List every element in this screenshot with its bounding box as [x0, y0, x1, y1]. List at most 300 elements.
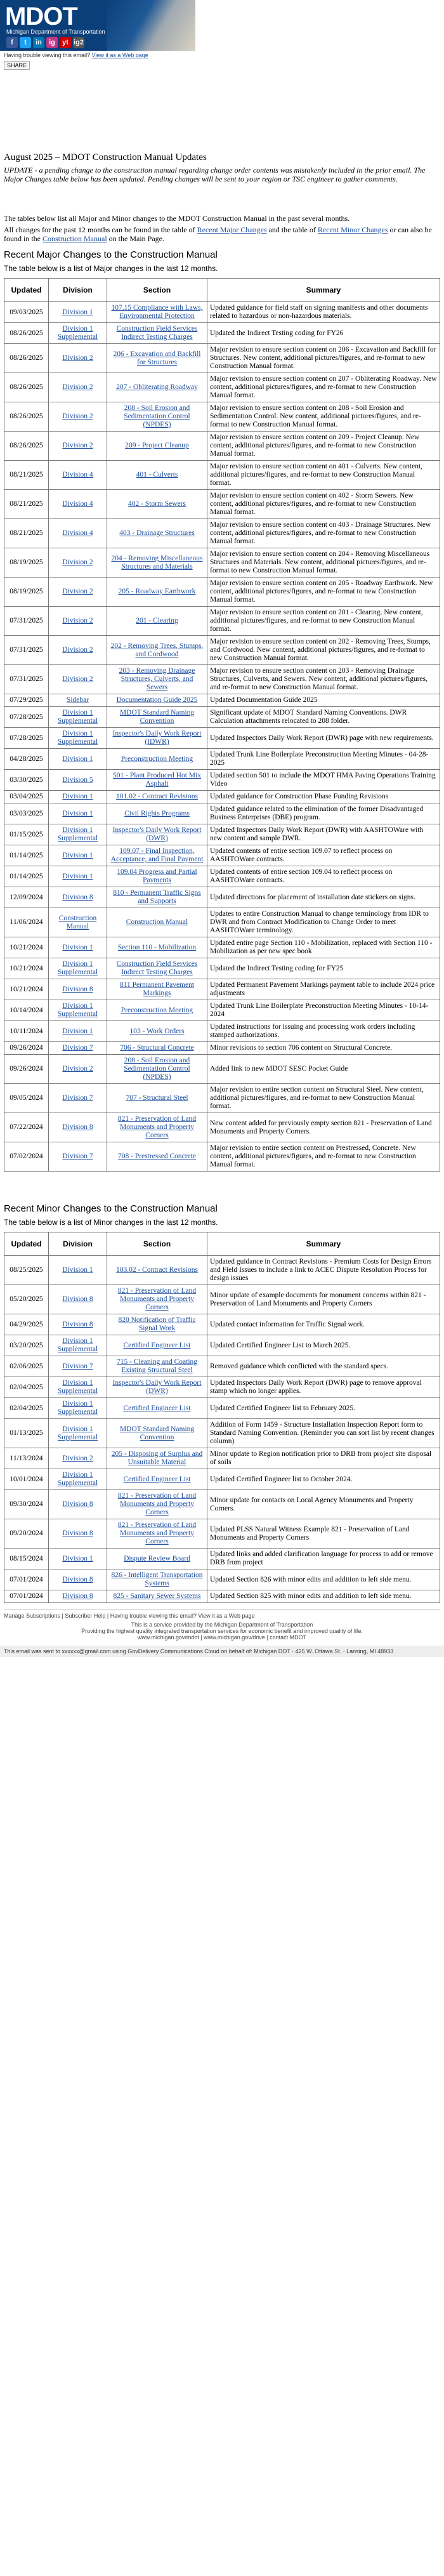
cell-summary-text: Updated contact information for Traffic Signal work. [210, 1320, 365, 1328]
cell-section [107, 728, 207, 749]
cell-updated-text: 08/26/2025 [10, 442, 43, 449]
table-row [4, 665, 440, 694]
cell-section-link[interactable]: Certified Engineer List [123, 1341, 191, 1349]
cell-updated [4, 1448, 49, 1469]
cell-division-link[interactable]: Division 2 [62, 1065, 93, 1073]
cell-division [49, 791, 107, 803]
cell-summary-text: Major revision to ensure section content on 201 - Clearing. New content, additional pictures/figures, and re-format to new Construction Manual format. [210, 609, 423, 633]
cell-division-link[interactable]: Division 1 Supplemental [57, 730, 98, 746]
cell-division [49, 1055, 107, 1084]
cell-division-link[interactable]: Division 2 [62, 617, 93, 624]
cell-summary-text: Major revision to entire section content on Structural Steel. New content, additional pictures/figures, and re-format to new Construction Manual format. [210, 1086, 424, 1110]
cell-section [107, 1256, 207, 1285]
cell-summary [207, 519, 440, 548]
cell-section-link[interactable]: 101.02 - Contract Revisions [115, 793, 199, 800]
cell-updated [4, 1000, 49, 1021]
cell-section-link[interactable]: 202 - Removing Trees, Stumps, and Cordwood [110, 642, 204, 658]
cell-section-link[interactable]: Preconstruction Meeting [121, 755, 193, 763]
banner-road-image [107, 0, 195, 51]
trouble-viewing: Having trouble viewing this email? View it as a Web page [4, 52, 148, 58]
cell-section [107, 1377, 207, 1398]
cell-division-link[interactable]: Division 1 Supplemental [57, 826, 98, 842]
cell-summary [207, 578, 440, 607]
table-row [4, 824, 440, 845]
cell-summary-text: Updated instructions for issuing and processing work orders including stamped authorizations. [210, 1023, 415, 1039]
cell-section-link[interactable]: 205 - Disposing of Surplus and Unsuitable Material [111, 1450, 203, 1466]
cell-updated [4, 578, 49, 607]
cell-updated-text: 12/09/2024 [10, 893, 43, 901]
table-row [4, 490, 440, 519]
cell-section [107, 1469, 207, 1490]
cell-summary [207, 824, 440, 845]
cell-updated-text: 08/26/2025 [10, 413, 43, 420]
cell-division-link[interactable]: Division 2 [62, 558, 93, 566]
cell-section [107, 1285, 207, 1314]
cell-division [49, 770, 107, 791]
cell-updated-text: 08/21/2025 [10, 529, 43, 537]
cell-division-link[interactable]: Division 2 [62, 442, 93, 449]
cell-summary [207, 770, 440, 791]
cell-division [49, 1469, 107, 1490]
construction-manual-link[interactable]: Construction Manual [42, 234, 107, 243]
cell-section-link[interactable]: 109.07 - Final Inspection, Acceptance, and Final Payment [110, 847, 204, 863]
table-row [4, 1519, 440, 1549]
cell-section-link[interactable]: 109.04 Progress and Partial Payments [117, 868, 197, 884]
cell-section-link[interactable]: 204 - Removing Miscellaneous Structures and Materials [111, 554, 203, 571]
cell-updated [4, 1519, 49, 1549]
cell-division [49, 344, 107, 373]
cell-division-link[interactable]: Division 8 [62, 1500, 93, 1508]
table-row [4, 1490, 440, 1519]
cell-updated [4, 519, 49, 548]
cell-section-link[interactable]: 103.02 - Contract Revisions [115, 1266, 199, 1274]
cell-summary [207, 1356, 440, 1377]
cell-updated [4, 937, 49, 958]
cell-section [107, 344, 207, 373]
cell-division-link[interactable]: Division 2 [62, 413, 93, 420]
cell-section [107, 1142, 207, 1172]
cell-division [49, 1419, 107, 1448]
major-subtitle: The table below is a list of Major changes in the last 12 months. [4, 264, 218, 273]
cell-section-link[interactable]: Certified Engineer List [123, 1475, 191, 1483]
cell-section [107, 578, 207, 607]
cell-section-link[interactable]: 206 - Excavation and Backfill for Structures [113, 350, 201, 366]
cell-division-link[interactable]: Division 8 [62, 1295, 93, 1303]
cell-division-link[interactable]: Division 1 [62, 1266, 93, 1274]
cell-section [107, 373, 207, 402]
cell-summary-text: Updated Documentation Guide 2025 [210, 696, 318, 704]
cell-section-link[interactable]: 708 - Prestressed Concrete [118, 1153, 196, 1160]
cell-division-link[interactable]: Division 2 [62, 1454, 93, 1462]
cell-summary [207, 1314, 440, 1335]
cell-division [49, 749, 107, 770]
cell-summary-text: Updated Inspectors Daily Work Report (DWR) with AASHTOWare with new content and sample DWR. [210, 826, 424, 842]
cell-division [49, 887, 107, 908]
share-button[interactable]: SHARE [4, 61, 30, 70]
table-row [4, 578, 440, 607]
cell-summary-text: New content added for previously empty section 821 - Preservation of Land Monuments and Property Corners. [210, 1119, 432, 1135]
cell-section-link[interactable]: 203 - Removing Drainage Structures, Culverts, and Sewers [119, 667, 195, 691]
cell-section-link[interactable]: Construction Manual [126, 918, 188, 926]
cell-section-link[interactable]: Construction Field Services Indirect Testing Charges [116, 325, 198, 341]
cell-updated [4, 1113, 49, 1142]
facebook-icon[interactable]: f [6, 37, 18, 48]
table-row [4, 1419, 440, 1448]
cell-division-link[interactable]: Division 1 [62, 943, 93, 951]
cell-division-link[interactable]: Division 1 [62, 809, 93, 817]
table-row [4, 323, 440, 344]
footer-line-3[interactable]: www.michigan.gov/mdot | www.michigan.gov/drive | contact MDOT [137, 1634, 307, 1641]
cell-summary-text: Updated Inspectors Daily Work Report (DWR) page with new requirements. [210, 734, 434, 742]
cell-updated-text: 10/21/2024 [10, 985, 43, 993]
cell-section-link[interactable]: 810 - Permanent Traffic Signs and Supports [113, 889, 201, 905]
col-division: Division [49, 279, 107, 302]
cell-division-link[interactable]: Division 4 [62, 529, 93, 537]
cell-summary-text: Minor update for contacts on Local Agency Monuments and Property Corners. [210, 1496, 414, 1512]
cell-updated-text: 01/15/2025 [10, 830, 43, 838]
cell-updated [4, 1042, 49, 1055]
cell-updated [4, 694, 49, 707]
cell-updated-text: 08/21/2025 [10, 500, 43, 508]
table-row [4, 1314, 440, 1335]
cell-section-link[interactable]: 826 - Intelligent Transportation Systems [111, 1571, 203, 1587]
cell-summary [207, 1084, 440, 1113]
cell-summary [207, 866, 440, 887]
cell-summary-text: Updated Certified Engineer List to March 2025. [210, 1341, 351, 1349]
table-row [4, 373, 440, 402]
cell-division-link[interactable]: Division 1 Supplemental [57, 1337, 98, 1353]
cell-section [107, 1084, 207, 1113]
cell-section [107, 323, 207, 344]
cell-section-link[interactable]: Preconstruction Meeting [121, 1006, 193, 1014]
cell-section [107, 803, 207, 824]
cell-updated [4, 636, 49, 665]
cell-division-link[interactable]: Division 8 [62, 1123, 93, 1131]
cell-division [49, 432, 107, 461]
cell-updated [4, 373, 49, 402]
cell-summary [207, 1113, 440, 1142]
cell-section-link[interactable]: 208 - Soil Erosion and Sedimentation Control (NPDES) [124, 404, 190, 428]
cell-section-link[interactable]: 403 - Drainage Structures [119, 529, 195, 537]
cell-updated [4, 665, 49, 694]
cell-division-link[interactable]: Division 1 Supplemental [57, 1425, 98, 1441]
cell-updated-text: 04/29/2025 [10, 1320, 43, 1328]
cell-section-link[interactable]: 208 - Soil Erosion and Sedimentation Control (NPDES) [124, 1057, 190, 1081]
header-banner [0, 0, 195, 51]
cell-division-link[interactable]: Division 7 [62, 1094, 93, 1102]
cell-division-link[interactable]: Division 8 [62, 1592, 93, 1600]
cell-updated [4, 344, 49, 373]
cell-division-link[interactable]: Division 7 [62, 1362, 93, 1370]
cell-section-link[interactable]: 820 Notification of Traffic Signal Work [118, 1316, 196, 1332]
cell-summary-text: Updated directions for placement of installation date stickers on signs. [210, 893, 415, 901]
cell-division-link[interactable]: Division 8 [62, 1529, 93, 1537]
cell-division-link[interactable]: Division 2 [62, 646, 93, 654]
cell-summary [207, 749, 440, 770]
cell-division [49, 958, 107, 979]
cell-section-link[interactable]: 107.15 Compliance with Laws, Environmental Protection [111, 304, 203, 320]
table-row [4, 707, 440, 728]
gap [0, 1172, 444, 1197]
cell-section-link[interactable]: Dispute Review Board [124, 1554, 190, 1562]
table-row [4, 1590, 440, 1603]
cell-updated-text: 02/04/2025 [10, 1383, 43, 1391]
cell-updated [4, 749, 49, 770]
twitter-icon[interactable]: t [20, 37, 31, 48]
table-row [4, 866, 440, 887]
cell-section-link[interactable]: Inspector's Daily Work Report (DWR) [112, 826, 202, 842]
cell-section-link[interactable]: 821 - Preservation of Land Monuments and Property Corners [117, 1521, 197, 1545]
cell-summary-text: Updated guidance in Contract Revisions - Premium Costs for Design Errors and Field Issues to include a link to ACEC Dispute Resolution Process for design issues [210, 1258, 432, 1282]
cell-section-link[interactable]: 707 - Structural Steel [126, 1094, 188, 1102]
cell-updated [4, 607, 49, 636]
cell-division [49, 728, 107, 749]
cell-division-link[interactable]: Division 1 [62, 308, 93, 316]
cell-summary-text: Major revision to ensure section content on 403 - Drainage Structures. New content, additional pictures/figures, and re-format to new Construction Manual format. [210, 521, 431, 545]
recent-major-link[interactable]: Recent Major Changes [197, 225, 267, 234]
cell-division-link[interactable]: Division 1 Supplemental [57, 1002, 98, 1018]
major-changes-table [4, 278, 440, 1172]
cell-section-link[interactable]: 205 - Roadway Earthwork [118, 588, 196, 595]
cell-division-link[interactable]: Division 8 [62, 1575, 93, 1583]
cell-section-link[interactable]: Inspector's Daily Work Report (DWR) [112, 1379, 202, 1395]
cell-section-link[interactable]: 401 - Culverts [136, 471, 178, 479]
cell-section [107, 519, 207, 548]
cell-division-link[interactable]: Division 8 [62, 1320, 93, 1328]
cell-division [49, 1377, 107, 1398]
instagram-icon[interactable]: ig [46, 37, 58, 48]
cell-section-link[interactable]: 821 - Preservation of Land Monuments and Property Corners [117, 1115, 197, 1139]
cell-division-link[interactable]: Division 1 [62, 872, 93, 880]
cell-summary-text: Updated Certified Engineer list to October 2024. [210, 1475, 353, 1483]
cell-summary-text: Major revision to entire section content on Prestressed, Concrete. New content, additional pictures/figures, and re-format to new Construction Manual format. [210, 1144, 416, 1168]
footer-links[interactable]: Manage Subscriptions | Subscriber Help | Having trouble viewing this email? View it as a Web page [4, 1613, 255, 1619]
spacer [0, 72, 444, 149]
cell-division [49, 1356, 107, 1377]
cell-section [107, 490, 207, 519]
major-table-body [4, 302, 440, 1172]
cell-section-link[interactable]: 201 - Clearing [136, 617, 178, 624]
cell-division-link[interactable]: Division 2 [62, 383, 93, 391]
cell-section [107, 1519, 207, 1549]
cell-summary [207, 636, 440, 665]
cell-division [49, 1256, 107, 1285]
cell-updated [4, 1469, 49, 1490]
page-title: August 2025 – MDOT Construction Manual Updates [4, 152, 207, 162]
cell-section [107, 694, 207, 707]
cell-division [49, 803, 107, 824]
cell-section-link[interactable]: Documentation Guide 2025 [116, 696, 198, 704]
cell-section-link[interactable]: 706 - Structural Concrete [120, 1044, 194, 1052]
cell-updated [4, 707, 49, 728]
web-page-link[interactable]: View it as a Web page [91, 52, 148, 58]
cell-division-link[interactable]: Division 2 [62, 675, 93, 683]
table-row [4, 1569, 440, 1590]
table-row [4, 1084, 440, 1113]
cell-division-link[interactable]: Division 1 Supplemental [57, 960, 98, 976]
cell-section-link[interactable]: 821 - Preservation of Land Monuments and Property Corners [117, 1492, 197, 1516]
cell-summary-text: Updated Trunk Line Boilerplate Preconstruction Meeting Minutes - 10-14-2024 [210, 1002, 429, 1018]
cell-updated [4, 958, 49, 979]
cell-summary [207, 979, 440, 1000]
mdot-logo[interactable]: MDOT [5, 3, 77, 30]
cell-division [49, 1021, 107, 1042]
col-summary: Summary [207, 1232, 440, 1256]
cell-division-link[interactable]: Division 5 [62, 776, 93, 784]
cell-division-link[interactable]: Division 2 [62, 354, 93, 362]
cell-summary-text: Updated guidance for Construction Phase Funding Revisions [210, 793, 389, 800]
cell-section-link[interactable]: Certified Engineer List [123, 1404, 191, 1412]
cell-section-link[interactable]: MDOT Standard Naming Convention [119, 1425, 195, 1441]
cell-summary-text: Updated Section 825 with minor edits and addition to left side menu. [210, 1592, 412, 1600]
cell-summary [207, 1448, 440, 1469]
cell-updated-text: 02/06/2025 [10, 1362, 43, 1370]
cell-updated-text: 08/19/2025 [10, 588, 43, 595]
cell-updated [4, 548, 49, 578]
cell-division [49, 937, 107, 958]
cell-updated-text: 03/03/2025 [10, 809, 43, 817]
cell-section-link[interactable]: 207 - Obliterating Roadway [116, 383, 198, 391]
cell-summary [207, 323, 440, 344]
cell-section [107, 908, 207, 937]
cell-updated [4, 1142, 49, 1172]
cell-summary-text: Significant update of MDOT Standard Naming Conventions. DWR Calculation attachments relocated to 208 folder. [210, 709, 407, 725]
cell-section-link[interactable]: 821 - Preservation of Land Monuments and Property Corners [117, 1287, 197, 1311]
cell-updated-text: 08/19/2025 [10, 558, 43, 566]
cell-section-link[interactable]: Section 110 - Mobilization [117, 943, 197, 951]
cell-updated-text: 03/04/2025 [10, 793, 43, 800]
flickr-icon[interactable]: ig2 [73, 37, 84, 48]
cell-summary [207, 707, 440, 728]
cell-summary [207, 373, 440, 402]
cell-division [49, 373, 107, 402]
cell-division-link[interactable]: Division 1 [62, 1027, 93, 1035]
cell-summary-text: Updated guidance for field staff on signing manifests and other documents related to hazardous or non-hazardous materials. [210, 304, 428, 320]
cell-summary [207, 1256, 440, 1285]
cell-division [49, 607, 107, 636]
youtube-icon[interactable]: yt [60, 37, 71, 48]
cell-division-link[interactable]: Construction Manual [58, 914, 97, 930]
major-heading: Recent Major Changes to the Construction Manual [4, 249, 218, 260]
cell-division-link[interactable]: Division 1 [62, 851, 93, 859]
cell-division-link[interactable]: Division 1 Supplemental [57, 1400, 98, 1416]
cell-summary-text: Major revision to ensure section content on 205 - Roadway Earthwork. New content, additional pictures/figures, and re-format to new Construction Manual format. [210, 579, 433, 604]
cell-updated-text: 01/13/2025 [10, 1429, 43, 1437]
recent-minor-link[interactable]: Recent Minor Changes [317, 225, 388, 234]
cell-division-link[interactable]: Sidebar [66, 696, 89, 704]
cell-summary [207, 1000, 440, 1021]
table-row [4, 461, 440, 490]
cell-updated-text: 02/04/2025 [10, 1404, 43, 1412]
cell-division-link[interactable]: Division 1 [62, 1554, 93, 1562]
social-icons [6, 37, 84, 48]
cell-division-link[interactable]: Division 1 Supplemental [57, 1471, 98, 1487]
cell-section-link[interactable]: 715 - Cleaning and Coating Existing Structural Steel [116, 1358, 198, 1374]
cell-summary [207, 1490, 440, 1519]
cell-division-link[interactable]: Division 4 [62, 471, 93, 479]
table-row [4, 803, 440, 824]
table-row [4, 845, 440, 866]
cell-section-link[interactable]: 811 Permanent Pavement Markings [119, 981, 195, 997]
cell-division-link[interactable]: Division 7 [62, 1153, 93, 1160]
cell-summary [207, 1285, 440, 1314]
cell-division-link[interactable]: Division 8 [62, 893, 93, 901]
cell-section [107, 866, 207, 887]
cell-summary [207, 1419, 440, 1448]
table-row [4, 979, 440, 1000]
cell-updated-text: 07/31/2025 [10, 646, 43, 654]
col-updated: Updated [4, 1232, 49, 1256]
cell-division [49, 1042, 107, 1055]
cell-division-link[interactable]: Division 1 Supplemental [57, 709, 98, 725]
cell-summary-text: Updated contents of entire section 109.04 to reflect process on AASHTOWare contracts. [210, 868, 393, 884]
table-row [4, 344, 440, 373]
cell-section-link[interactable]: Construction Field Services Indirect Testing Charges [116, 960, 198, 976]
cell-summary [207, 1519, 440, 1549]
cell-section-link[interactable]: 209 - Project Cleanup [125, 442, 189, 449]
cell-section-link[interactable]: Inspector's Daily Work Report (IDWR) [112, 730, 202, 746]
cell-division-link[interactable]: Division 4 [62, 500, 93, 508]
cell-section-link[interactable]: 501 - Plant Produced Hot Mix Asphalt [113, 772, 201, 788]
cell-updated [4, 1021, 49, 1042]
table-row [4, 519, 440, 548]
cell-summary-text: Major revision to ensure section content on 402 - Storm Sewers. New content, additional pictures/figures, and re-format to new Construction Manual format. [210, 492, 416, 516]
cell-updated-text: 09/20/2024 [10, 1529, 43, 1537]
links-paragraph: All changes for the past 12 months can be found in the table of Recent Major Changes and the table of Recent Minor Changes or can also be found in the Construction Manual on the Main Page. [4, 225, 432, 243]
cell-section [107, 1569, 207, 1590]
cell-summary-text: Updated Certified Engineer list to February 2025. [210, 1404, 355, 1412]
cell-division-link[interactable]: Division 8 [62, 985, 93, 993]
cell-summary-text: Updated Section 826 with minor edits and addition to left side menu. [210, 1575, 412, 1583]
cell-division [49, 519, 107, 548]
cell-section-link[interactable]: 402 - Storm Sewers [127, 500, 186, 508]
cell-division [49, 707, 107, 728]
table-row [4, 1469, 440, 1490]
cell-updated-text: 10/01/2024 [10, 1475, 43, 1483]
cell-updated [4, 770, 49, 791]
cell-updated [4, 1549, 49, 1569]
linkedin-icon[interactable]: in [33, 37, 44, 48]
cell-division-link[interactable]: Division 1 [62, 755, 93, 763]
cell-summary-text: Addition of Form 1459 - Structure Installation Inspection Report form to Standard Naming Convention. (Reminder you can sort list by recent changes column) [210, 1421, 434, 1445]
cell-section [107, 302, 207, 323]
cell-division [49, 1519, 107, 1549]
cell-division-link[interactable]: Division 2 [62, 588, 93, 595]
cell-division-link[interactable]: Division 1 Supplemental [57, 1379, 98, 1395]
cell-section [107, 824, 207, 845]
cell-summary-text: Updated Inspectors Daily Work Report (DWR) page to remove approval stamp which no longer applies. [210, 1379, 422, 1395]
cell-section-link[interactable]: MDOT Standard Naming Convention [119, 709, 195, 725]
cell-section-link[interactable]: 825 - Sanitary Sewer Systems [113, 1592, 201, 1600]
table-row [4, 1256, 440, 1285]
cell-section-link[interactable]: 103 - Work Orders [129, 1027, 185, 1035]
table-row [4, 749, 440, 770]
cell-updated-text: 07/01/2024 [10, 1575, 43, 1583]
cell-section-link[interactable]: Civil Rights Programs [124, 809, 190, 817]
cell-section [107, 1590, 207, 1603]
cell-section [107, 1398, 207, 1419]
cell-updated-text: 07/31/2025 [10, 617, 43, 624]
cell-updated-text: 04/28/2025 [10, 755, 43, 763]
cell-division [49, 1113, 107, 1142]
cell-summary-text: Major revision to ensure section content on 206 - Excavation and Backfill for Structures. New content, additional pictures/figures, and re-format to new Construction Manual format. [210, 346, 436, 370]
cell-section [107, 1113, 207, 1142]
cell-summary-text: Major revision to ensure section content on 207 - Obliterating Roadway. New content, additional pictures/figures, and re-format to new Construction Manual format. [210, 375, 437, 399]
cell-division-link[interactable]: Division 1 [62, 793, 93, 800]
cell-division-link[interactable]: Division 7 [62, 1044, 93, 1052]
cell-summary [207, 908, 440, 937]
cell-division-link[interactable]: Division 1 Supplemental [57, 325, 98, 341]
